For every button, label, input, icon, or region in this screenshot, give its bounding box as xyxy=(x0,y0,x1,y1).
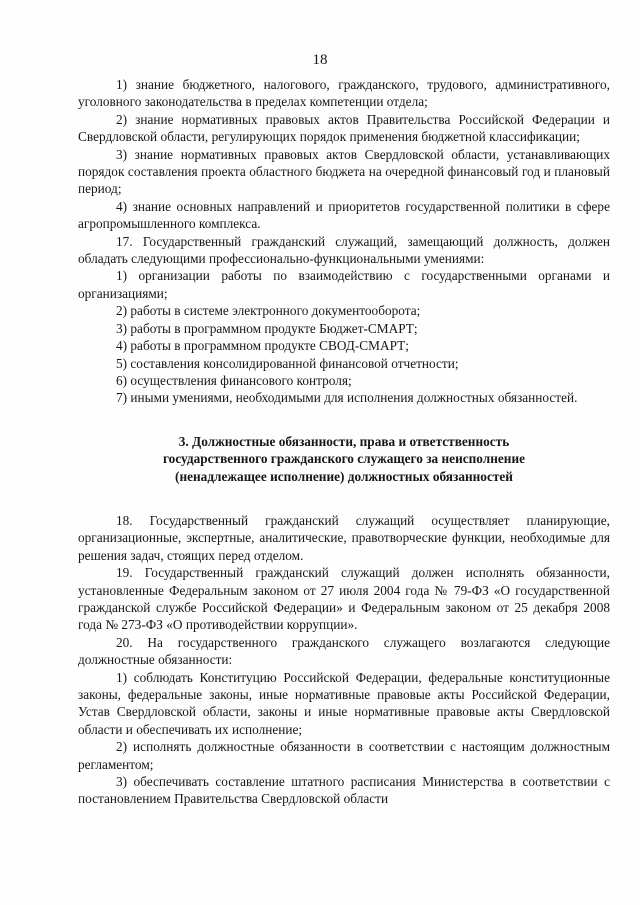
page-number: 18 xyxy=(312,52,328,68)
paragraph: 2) знание нормативных правовых актов Правительства Российской Федерации и Свердловской области, регулирующих порядок применения бюджетной классификации; xyxy=(78,111,610,145)
section-heading-line: государственного гражданского служащего за неисполнение xyxy=(162,451,526,467)
paragraph: 1) организации работы по взаимодействию с государственными органами и организациями; xyxy=(78,268,610,301)
document-body xyxy=(78,76,610,808)
paragraph: 17. Государственный гражданский служащий, замещающий должность, должен обладать следующими профессионально-функциональными умениями: xyxy=(78,233,610,267)
paragraph: 20. На государственного гражданского служащего возлагаются следующие должностные обязанности: xyxy=(78,634,610,668)
paragraph: 3) обеспечивать составление штатного расписания Министерства в соответствии с постановлением Правительства Свердловской области xyxy=(78,774,610,807)
paragraph: 4) знание основных направлений и приоритетов государственной политики в сфере агропромышленного комплекса. xyxy=(78,198,610,232)
paragraph: 6) осуществления финансового контроля; xyxy=(116,372,352,388)
paragraph: 3) знание нормативных правовых актов Свердловской области, устанавливающих порядок составления проекта областного бюджета на очередной финансовый год и плановый период; xyxy=(78,146,610,197)
paragraph: 1) соблюдать Конституцию Российской Федерации, федеральные конституционные законы, федеральные законы, иные нормативные правовые акты Российской Федерации, Устав Свердловской области, законы и иные нормативные правовые акты Свердловской области и обеспечивать их исполнение; xyxy=(78,669,610,737)
section-heading xyxy=(78,433,610,485)
paragraph: 2) исполнять должностные обязанности в соответствии с настоящим должностным регламентом; xyxy=(78,739,610,772)
paragraph: 2) работы в системе электронного документооборота; xyxy=(116,303,421,319)
section-heading-line: (ненадлежащее исполнение) должностных обязанностей xyxy=(175,468,513,484)
paragraph: 5) составления консолидированной финансовой отчетности; xyxy=(116,355,459,371)
paragraph: 18. Государственный гражданский служащий осуществляет планирующие, организационные, экспертные, аналитические, правотворческие функции, необходимые для решения задач, стоящих перед отделом. xyxy=(78,512,610,563)
section-heading-line: 3. Должностные обязанности, права и ответственность xyxy=(178,433,510,449)
paragraph: 7) иными умениями, необходимыми для исполнения должностных обязанностей. xyxy=(116,390,578,406)
paragraph: 4) работы в программном продукте СВОД-СМАРТ; xyxy=(116,338,409,354)
paragraph: 1) знание бюджетного, налогового, гражданского, трудового, административного, уголовного законодательства в пределах компетенции отдела; xyxy=(78,77,610,110)
paragraph: 19. Государственный гражданский служащий должен исполнять обязанности, установленные Федеральным законом от 27 июля 2004 года № 79-ФЗ «О государственной гражданской службе Российской Федерации» и Федеральным законом от 25 декабря 2008 года № 273-ФЗ «О противодействии коррупции». xyxy=(78,565,610,633)
paragraph: 3) работы в программном продукте Бюджет-СМАРТ; xyxy=(116,320,418,336)
